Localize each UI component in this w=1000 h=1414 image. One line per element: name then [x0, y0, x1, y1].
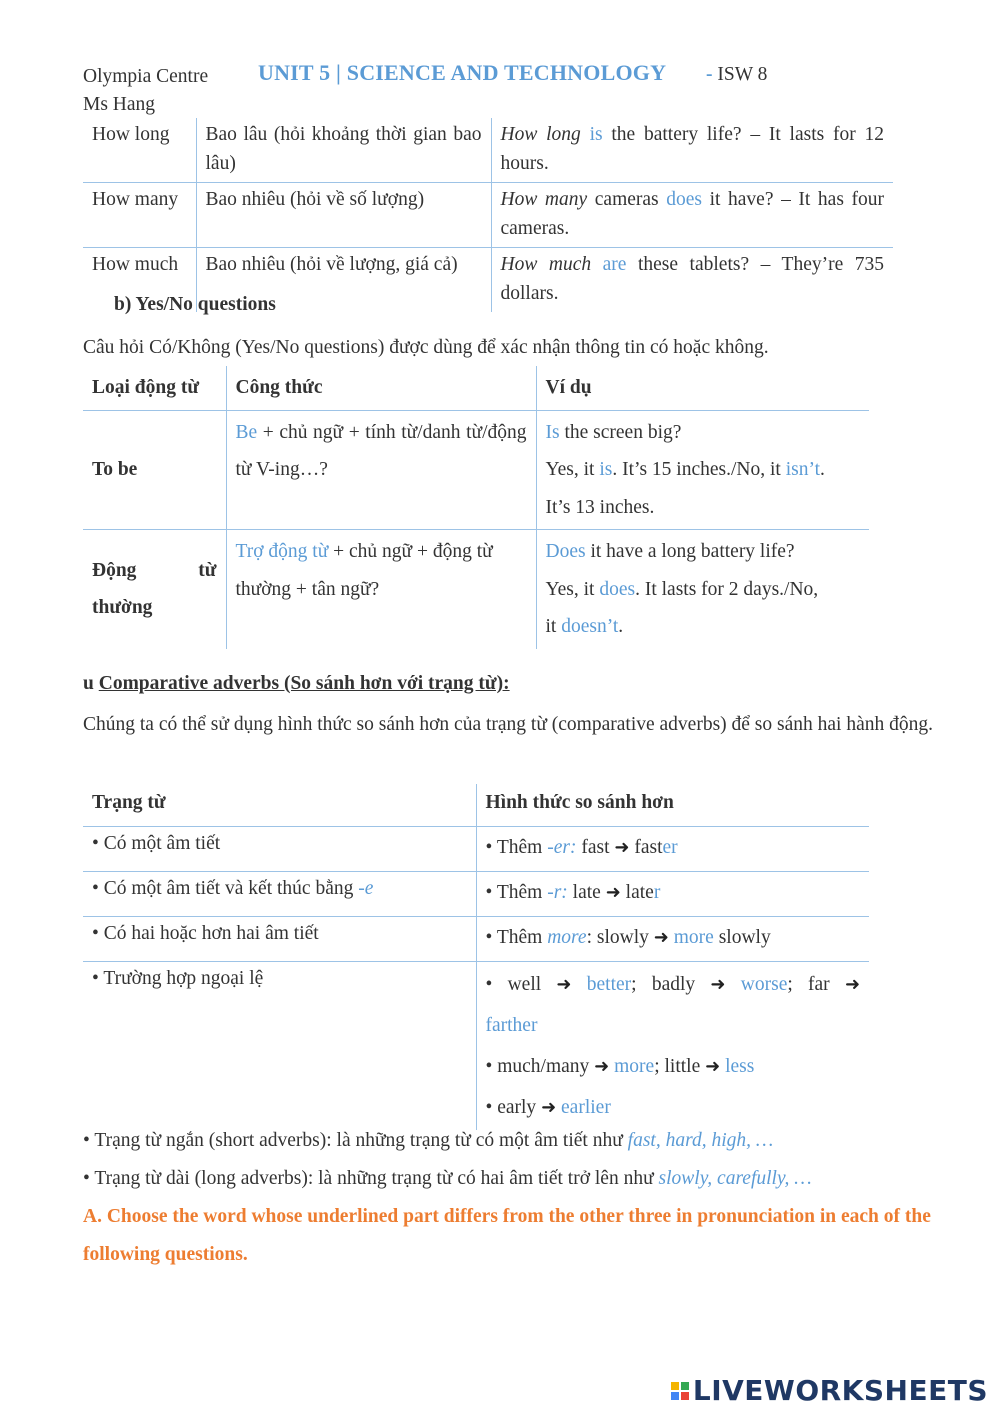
verb-type: Động từ thường — [92, 559, 217, 619]
table-row — [83, 183, 893, 248]
wh-word: How much — [83, 248, 196, 313]
comparative-form: • well ➜ better; badly ➜ worse; far ➜ farther • much/many ➜ more; little ➜ less • early ➜ earlier — [476, 962, 869, 1131]
wh-meaning: Bao lâu (hỏi khoảng thời gian bao lâu) — [196, 118, 491, 183]
table-row — [83, 917, 869, 962]
table-row — [83, 827, 869, 872]
arrow-icon: ➜ — [556, 974, 572, 995]
arrow-icon: ➜ — [594, 1056, 610, 1077]
table-header-row — [83, 784, 869, 827]
logo-text: LIVEWORKSHEETS — [692, 1374, 988, 1407]
wh-word: How many — [83, 183, 196, 248]
column-header: Trạng từ — [83, 784, 476, 827]
wh-word: How long — [92, 124, 170, 145]
verb-type: To be — [83, 410, 226, 530]
adverb-type: • Trường hợp ngoại lệ — [92, 968, 264, 989]
column-header: Hình thức so sánh hơn — [476, 784, 869, 827]
table-row — [83, 530, 869, 649]
adverb-type: • Có một âm tiết và kết thúc bằng -e — [83, 872, 476, 917]
comparative-form: • Thêm -er: fast ➜ faster — [476, 827, 869, 872]
comparative-table — [83, 784, 869, 1130]
logo-icon — [671, 1382, 689, 1400]
example: Is the screen big? Yes, it is. It’s 15 inches./No, it isn’t. It’s 13 inches. — [536, 410, 869, 530]
column-header: Ví dụ — [536, 366, 869, 410]
long-adverb-note: • Trạng từ dài (long adverbs): là những trạng từ có hai âm tiết trở lên như slowly, carefully, … — [83, 1168, 812, 1189]
comparative-intro: Chúng ta có thể sử dụng hình thức so sánh hơn của trạng từ (comparative adverbs) để so sánh hai hành động. — [83, 714, 933, 735]
arrow-icon: ➜ — [605, 882, 621, 903]
wh-example: How long is the battery life? – It lasts for 12 hours. — [491, 118, 893, 183]
liveworksheets-logo — [671, 1374, 988, 1407]
formula: Trợ động từ + chủ ngữ + động từ thường + tân ngữ? — [226, 530, 536, 649]
arrow-icon: ➜ — [710, 974, 726, 995]
arrow-icon: ➜ — [541, 1097, 557, 1118]
class-label: - ISW 8 — [706, 64, 768, 85]
table-row — [83, 118, 893, 183]
centre-name: Olympia Centre — [83, 66, 209, 87]
adverb-type: • Có một âm tiết — [83, 827, 476, 872]
yesno-intro: Câu hỏi Có/Không (Yes/No questions) được dùng để xác nhận thông tin có hoặc không. — [83, 337, 769, 358]
yesno-table — [83, 366, 869, 649]
wh-question-table — [83, 118, 893, 312]
column-header: Công thức — [226, 366, 536, 410]
table-row — [83, 410, 869, 530]
arrow-icon: ➜ — [705, 1056, 721, 1077]
example: Does it have a long battery life? Yes, it does. It lasts for 2 days./No, it doesn’t. — [536, 530, 869, 649]
page-title: UNIT 5 | SCIENCE AND TECHNOLOGY — [258, 60, 667, 85]
formula: Be + chủ ngữ + tính từ/danh từ/động từ V-ing…? — [226, 410, 536, 530]
wh-meaning: Bao nhiêu (hỏi về lượng, giá cả) — [196, 248, 491, 313]
arrow-icon: ➜ — [614, 837, 630, 858]
table-row — [83, 872, 869, 917]
comparative-form: • Thêm more: slowly ➜ more slowly — [476, 917, 869, 962]
wh-example: How much are these tablets? – They’re 735 dollars. — [491, 248, 893, 313]
table-header-row — [83, 366, 869, 410]
teacher-name: Ms Hang — [83, 94, 156, 115]
exercise-instruction: A. Choose the word whose underlined part differs from the other three in pronunciation in each of the following questions. — [83, 1206, 931, 1265]
comparative-form: • Thêm -r: late ➜ later — [476, 872, 869, 917]
wh-example: How many cameras does it have? – It has four cameras. — [491, 183, 893, 248]
adverb-type: • Có hai hoặc hơn hai âm tiết — [83, 917, 476, 962]
short-adverb-note: • Trạng từ ngắn (short adverbs): là những trạng từ có một âm tiết như fast, hard, high, … — [83, 1130, 774, 1151]
table-row — [83, 962, 869, 1131]
yesno-heading: b) Yes/No questions — [114, 294, 276, 315]
column-header: Loại động từ — [83, 366, 226, 410]
arrow-icon: ➜ — [653, 927, 669, 948]
wh-meaning: Bao nhiêu (hỏi về số lượng) — [196, 183, 491, 248]
comparative-heading: u Comparative adverbs (So sánh hơn với trạng từ): — [83, 673, 510, 694]
arrow-icon: ➜ — [844, 974, 861, 995]
